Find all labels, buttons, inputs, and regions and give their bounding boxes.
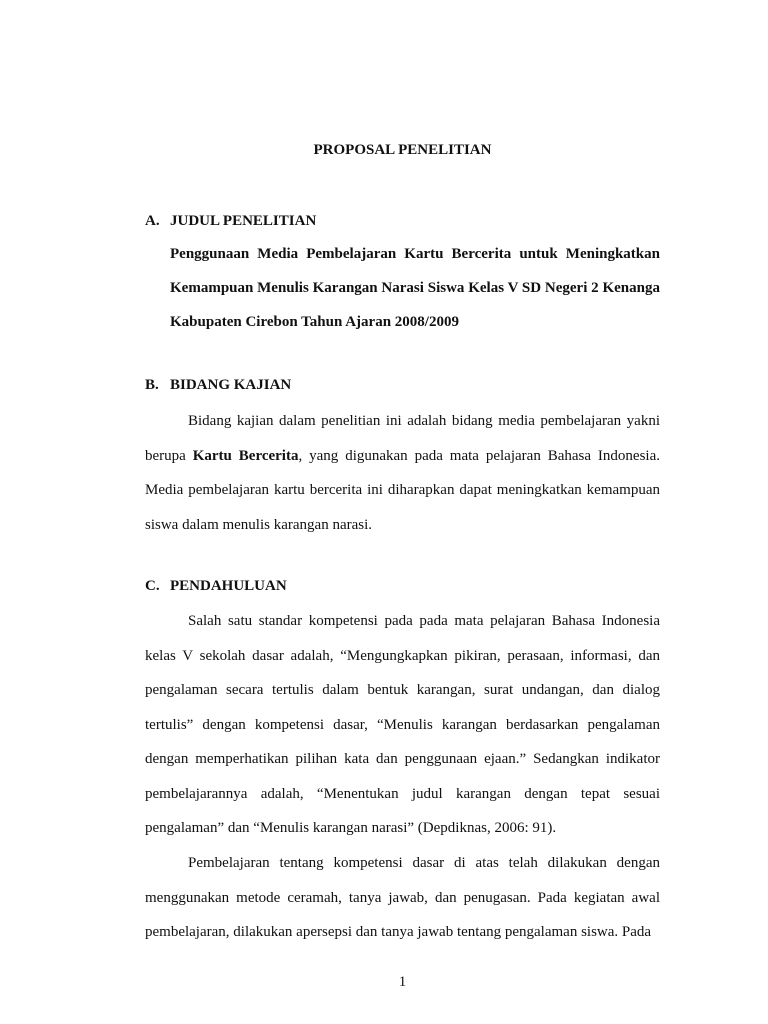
section-b-text-start: Bidang kajian dalam penelitian ini adalah bidang media pembelajaran yakni berupa [145,413,660,464]
section-a-letter: A. [145,213,160,229]
section-b-heading [145,377,291,394]
research-title: Penggunaan Media Pembelajaran Kartu Bercerita untuk Meningkatkan Kemampuan Menulis Karangan Narasi Siswa Kelas V SD Negeri 2 Kenanga Kabupaten Cirebon Tahun Ajaran 2008/2009 [170,246,660,330]
section-a-heading [145,213,316,230]
section-b-title: BIDANG KAJIAN [170,377,292,393]
section-c-title: PENDAHULUAN [170,578,287,594]
section-b-bold-term: Kartu Bercerita [192,447,299,464]
section-b-text-end: , yang digunakan pada mata pelajaran Bahasa Indonesia. Media pembelajaran kartu bercerita ini diharapkan dapat meningkatkan kemampuan siswa dalam menulis karangan narasi. [145,447,661,533]
section-c-heading [145,578,287,595]
page-number: 1 [398,974,407,990]
document-title: PROPOSAL PENELITIAN [313,142,492,158]
section-c-letter: C. [145,578,160,594]
section-c-paragraph-1: Salah satu standar kompetensi pada pada mata pelajaran Bahasa Indonesia kelas V sekolah dasar adalah, “Mengungkapkan pikiran, perasaan, informasi, dan pengalaman secara tertulis dalam bentuk karangan, surat undangan, dan dialog tertulis” dengan kompetensi dasar, “Menulis karangan berdasarkan pengalaman dengan memperhatikan pilihan kata dan penggunaan ejaan.” Sedangkan indikator pembelajarannya adalah, “Menentukan judul karangan dengan tepat sesuai pengalaman” dan “Menulis karangan narasi” (Depdiknas, 2006: 91). [145,613,660,836]
section-b-letter: B. [145,377,159,393]
section-a-title: JUDUL PENELITIAN [170,213,317,229]
section-b-paragraph [145,404,660,542]
section-c-paragraph-2: Pembelajaran tentang kompetensi dasar di atas telah dilakukan dengan menggunakan metode ceramah, tanya jawab, dan penugasan. Pada kegiatan awal pembelajaran, dilakukan apersepsi dan tanya jawab tentang pengalaman siswa. Pada [145,855,660,940]
